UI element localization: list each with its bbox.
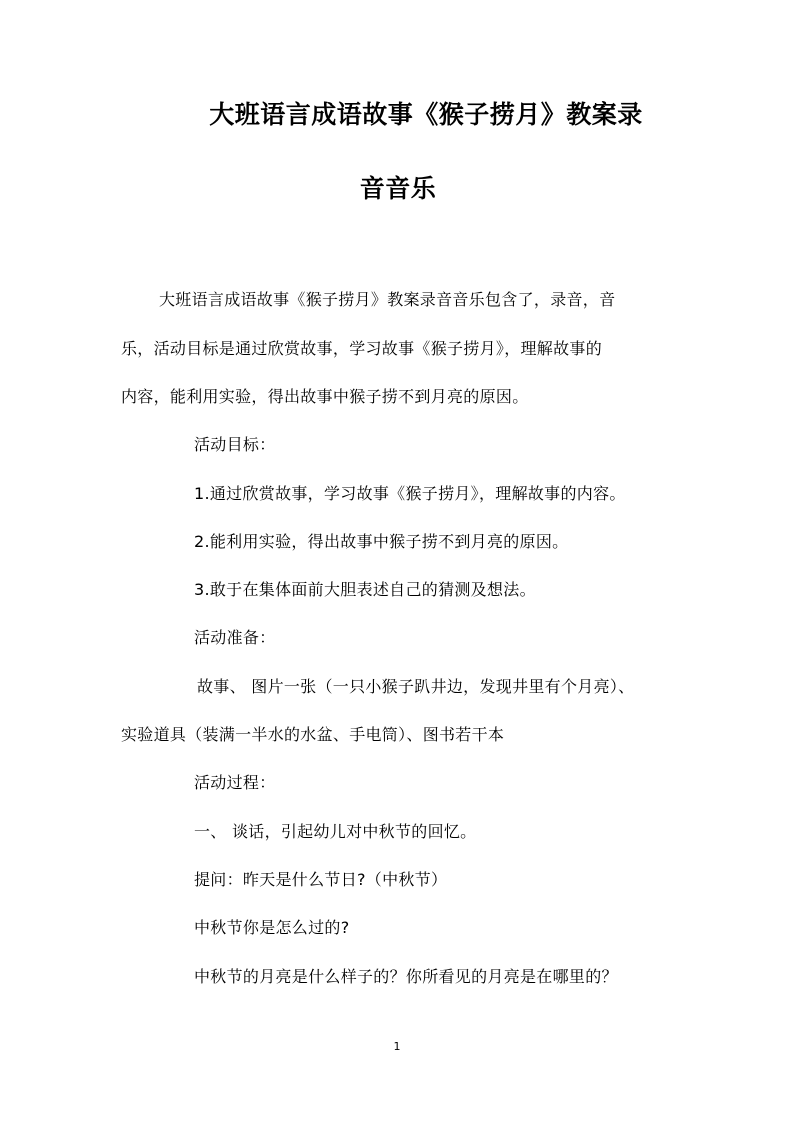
process-heading: 活动过程：: [194, 773, 276, 792]
process-line-4: 中秋节的月亮是什么样子的？你所看见的月亮是在哪里的？: [194, 967, 618, 986]
document-title-line-2: 音音乐: [359, 174, 437, 203]
process-line-1: 一、 谈话，引起幼儿对中秋节的回忆。: [194, 822, 477, 841]
goal-item-3: 3.敢于在集体面前大胆表述自己的猜测及想法。: [194, 580, 536, 599]
prep-line-2: 实验道具（装满一半水的水盆、手电筒）、图书若干本: [121, 725, 505, 744]
page-number: 1: [393, 1040, 401, 1053]
prep-heading: 活动准备：: [194, 628, 276, 647]
goals-heading: 活动目标：: [194, 435, 276, 454]
goal-item-1: 1.通过欣赏故事，学习故事《猴子捞月》，理解故事的内容。: [194, 484, 626, 503]
process-line-2: 提问：昨天是什么节日?（中秋节）: [194, 870, 448, 889]
goal-item-2: 2.能利用实验，得出故事中猴子捞不到月亮的原因。: [194, 532, 569, 551]
process-line-3: 中秋节你是怎么过的?: [194, 918, 350, 937]
intro-line-1: 大班语言成语故事《猴子捞月》教案录音音乐包含了，录音，音: [159, 290, 616, 309]
intro-line-2: 乐，活动目标是通过欣赏故事，学习故事《猴子捞月》，理解故事的: [121, 339, 603, 358]
document-title-line-1: 大班语言成语故事《猴子捞月》教案录: [209, 100, 643, 129]
prep-line-1: 故事、 图片一张（一只小猴子趴井边，发现井里有个月亮）、: [197, 677, 635, 696]
intro-line-3: 内容，能利用实验，得出故事中猴子捞不到月亮的原因。: [121, 387, 529, 406]
